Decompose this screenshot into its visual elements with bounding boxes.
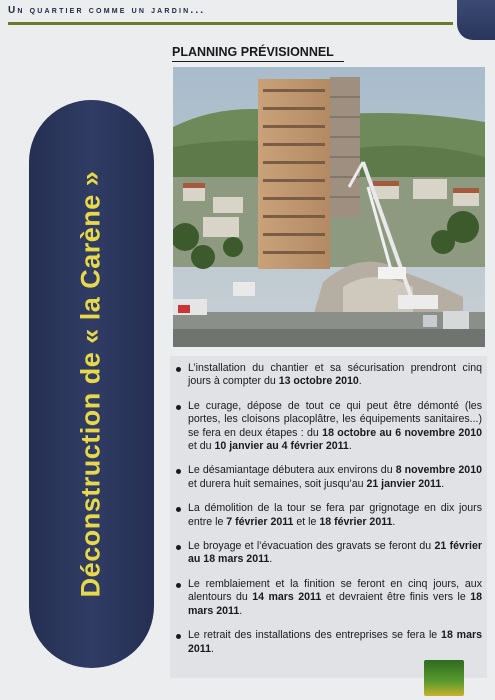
item-text: et devraient être finis vers le: [321, 591, 471, 604]
list-item: [172, 400, 482, 454]
item-text: Le désamiantage débutera aux environs du: [188, 464, 396, 477]
bullet-icon: [176, 634, 181, 639]
item-text: Le curage, dépose de tout ce qui peut être démonté (les portes, les cloisons placoplâtre, les équipements sanitaires...) se fera en deux étapes : du: [188, 399, 482, 439]
item-text: .: [348, 440, 352, 453]
bullet-icon: [176, 469, 181, 474]
list-item: [172, 502, 482, 529]
bullet-icon: [176, 405, 181, 410]
item-text: et du: [188, 440, 215, 453]
bullet-icon: [176, 583, 181, 588]
item-text: .: [358, 375, 362, 388]
date-text: 18 octobre au 6 novembre 2010: [322, 426, 482, 439]
item-text: .: [441, 477, 445, 490]
section-title-underline: [172, 61, 344, 62]
item-text: Le remblaiement et la finition se feront en cinq jours, aux alentours du: [188, 577, 482, 604]
item-text: .: [239, 604, 243, 617]
date-text: 8 novembre 2010: [395, 464, 482, 477]
date-text: 21 février au 18 mars 2011: [188, 540, 482, 566]
header-rule: [8, 22, 453, 25]
item-text: .: [210, 642, 214, 655]
list-item: [172, 540, 482, 567]
date-text: 10 janvier au 4 février 2011: [214, 440, 349, 453]
demolition-photo: [173, 67, 485, 347]
list-item: [172, 578, 482, 618]
item-text: et durera huit semaines, soit jusqu’au: [188, 477, 367, 490]
list-item: [172, 362, 482, 389]
bullet-icon: [176, 507, 181, 512]
date-text: 18 mars 2011: [188, 591, 482, 617]
item-text: et le: [293, 515, 320, 528]
header-title: Un quartier comme un jardin...: [8, 5, 206, 16]
date-text: 21 janvier 2011: [366, 477, 442, 490]
bullet-icon: [176, 545, 181, 550]
item-text: .: [392, 515, 396, 528]
item-text: Le retrait des installations des entreprises se fera le: [188, 629, 442, 642]
date-text: 18 février 2011: [319, 515, 393, 528]
date-text: 7 février 2011: [226, 515, 294, 528]
item-text: La démolition de la tour se fera par grignotage en dix jours entre le: [188, 502, 482, 528]
date-text: 14 mars 2011: [252, 591, 322, 604]
planning-list: [172, 362, 482, 667]
date-text: 18 mars 2011: [188, 629, 482, 655]
logo-badge: [424, 660, 464, 696]
corner-tab: [457, 0, 495, 40]
item-text: Le broyage et l’évacuation des gravats se feront du: [188, 540, 435, 553]
item-text: L’installation du chantier et sa sécurisation prendront cinq jours à compter du: [188, 362, 482, 388]
list-item: [172, 629, 482, 656]
item-text: .: [269, 553, 273, 566]
sidebar-title: Déconstruction de « la Carène »: [75, 170, 106, 598]
date-text: 13 octobre 2010: [278, 375, 359, 388]
bullet-icon: [176, 367, 181, 372]
list-item: [172, 464, 482, 491]
section-title: PLANNING PRÉVISIONNEL: [172, 45, 334, 59]
